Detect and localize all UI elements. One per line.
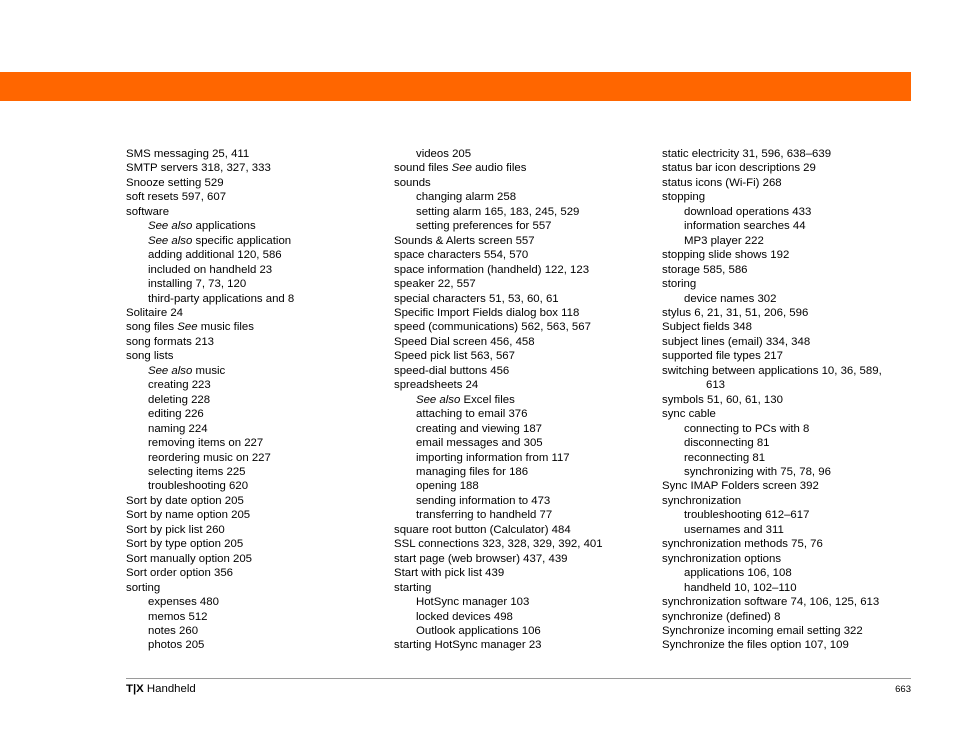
index-entry: naming 224 — [148, 422, 208, 435]
index-entry: HotSync manager 103 — [416, 596, 530, 609]
index-entry: sync cable — [662, 408, 716, 421]
index-entry: MP3 player 222 — [684, 234, 764, 247]
index-entry: applications 106, 108 — [684, 567, 792, 580]
entry-target: applications — [195, 220, 256, 233]
entry-see-also: See also — [148, 364, 193, 377]
index-entry: download operations 433 — [684, 205, 812, 218]
index-entry — [126, 364, 376, 378]
index-entry: troubleshooting 612–617 — [684, 509, 810, 522]
index-entry: symbols 51, 60, 61, 130 — [662, 393, 783, 406]
index-entry: Sync IMAP Folders screen 392 — [662, 480, 819, 493]
header-banner — [0, 72, 911, 101]
entry-target: music files — [200, 321, 254, 334]
index-entry — [394, 393, 654, 407]
index-entry: SSL connections 323, 328, 329, 392, 401 — [394, 538, 603, 551]
index-entry: opening 188 — [416, 480, 479, 493]
index-entry: spreadsheets 24 — [394, 379, 479, 392]
index-entry: 613 — [706, 379, 726, 392]
entry-target: Excel files — [463, 393, 515, 406]
index-entry: Sort by pick list 260 — [126, 523, 225, 536]
index-entry: transferring to handheld 77 — [416, 509, 553, 522]
index-entry: sounds — [394, 176, 431, 189]
index-entry: creating and viewing 187 — [416, 422, 543, 435]
index-entry: managing files for 186 — [416, 465, 529, 478]
footer-rule — [126, 678, 911, 679]
index-entry: sorting — [126, 581, 161, 594]
index-entry: song formats 213 — [126, 335, 215, 348]
index-entry: reconnecting 81 — [684, 451, 766, 464]
index-entry: space characters 554, 570 — [394, 249, 529, 262]
index-column-2 — [394, 147, 654, 653]
index-entry: status icons (Wi-Fi) 268 — [662, 176, 782, 189]
index-entry: software — [126, 205, 170, 218]
footer-brand: T|X — [126, 683, 144, 695]
index-entry: setting preferences for 557 — [416, 220, 552, 233]
footer-title — [126, 683, 196, 695]
index-entry: Sort order option 356 — [126, 567, 234, 580]
index-entry: memos 512 — [148, 610, 208, 623]
index-entry: speed-dial buttons 456 — [394, 364, 510, 377]
index-entry: synchronization options — [662, 552, 782, 565]
entry-target: specific application — [195, 234, 292, 247]
index-entry — [126, 219, 376, 233]
index-entry: expenses 480 — [148, 596, 219, 609]
index-entry: Synchronize the files option 107, 109 — [662, 639, 849, 652]
index-entry: synchronization methods 75, 76 — [662, 538, 823, 551]
index-entry: photos 205 — [148, 639, 205, 652]
index-entry: status bar icon descriptions 29 — [662, 162, 816, 175]
index-entry: Speed pick list 563, 567 — [394, 350, 515, 363]
index-entry: Sounds & Alerts screen 557 — [394, 234, 535, 247]
index-entry: storing — [662, 278, 697, 291]
index-entry — [126, 320, 376, 334]
index-entry: special characters 51, 53, 60, 61 — [394, 292, 559, 305]
page-number: 663 — [895, 684, 911, 695]
index-entry: setting alarm 165, 183, 245, 529 — [416, 205, 580, 218]
index-entry: connecting to PCs with 8 — [684, 422, 810, 435]
index-entry: synchronize (defined) 8 — [662, 610, 781, 623]
index-entry: third-party applications and 8 — [148, 292, 295, 305]
index-entry: included on handheld 23 — [148, 263, 273, 276]
index-entry — [394, 161, 654, 175]
index-entry: stylus 6, 21, 31, 51, 206, 596 — [662, 306, 809, 319]
entry-target: music — [195, 364, 226, 377]
index-entry: start page (web browser) 437, 439 — [394, 552, 568, 565]
index-entry: Synchronize incoming email setting 322 — [662, 624, 863, 637]
index-entry: Subject fields 348 — [662, 321, 752, 334]
index-entry: changing alarm 258 — [416, 191, 517, 204]
index-entry: editing 226 — [148, 408, 204, 421]
index-entry: speaker 22, 557 — [394, 278, 476, 291]
index-entry: storage 585, 586 — [662, 263, 748, 276]
entry-see-also: See also — [148, 234, 193, 247]
index-entry: selecting items 225 — [148, 465, 246, 478]
entry-see-also: See also — [416, 393, 461, 406]
entry-see-also: See also — [148, 220, 193, 233]
index-entry: starting — [394, 581, 432, 594]
index-entry: videos 205 — [416, 148, 472, 160]
index-entry: attaching to email 376 — [416, 408, 528, 421]
index-entry: space information (handheld) 122, 123 — [394, 263, 590, 276]
index-entry: SMS messaging 25, 411 — [126, 148, 250, 160]
index-entry: Start with pick list 439 — [394, 567, 505, 580]
index-entry: Sort by date option 205 — [126, 494, 244, 507]
index-entry: Snooze setting 529 — [126, 176, 224, 189]
footer-product: Handheld — [146, 683, 196, 695]
index-entry: synchronization — [662, 494, 742, 507]
index-entry: supported file types 217 — [662, 350, 783, 363]
index-entry — [126, 234, 376, 248]
index-entry: importing information from 117 — [416, 451, 570, 464]
index-entry: creating 223 — [148, 379, 211, 392]
index-entry: square root button (Calculator) 484 — [394, 523, 571, 536]
index-entry: Outlook applications 106 — [416, 624, 541, 637]
index-entry: stopping — [662, 191, 706, 204]
index-entry: handheld 10, 102–110 — [684, 581, 797, 594]
index-entry: starting HotSync manager 23 — [394, 639, 542, 652]
index-entry: Sort manually option 205 — [126, 552, 253, 565]
index-column-1 — [126, 147, 376, 653]
index-entry: locked devices 498 — [416, 610, 513, 623]
index-entry: Speed Dial screen 456, 458 — [394, 335, 535, 348]
index-entry: SMTP servers 318, 327, 333 — [126, 162, 271, 175]
index-entry: usernames and 311 — [684, 523, 784, 536]
index-entry: soft resets 597, 607 — [126, 191, 227, 204]
index-entry: disconnecting 81 — [684, 437, 770, 450]
index-entry: speed (communications) 562, 563, 567 — [394, 321, 591, 334]
index-entry: adding additional 120, 586 — [148, 249, 282, 262]
index-entry: Solitaire 24 — [126, 306, 183, 319]
index-entry: sending information to 473 — [416, 494, 551, 507]
index-entry: information searches 44 — [684, 220, 806, 233]
index-entry: email messages and 305 — [416, 437, 543, 450]
index-entry: stopping slide shows 192 — [662, 249, 790, 262]
index-entry: subject lines (email) 334, 348 — [662, 335, 811, 348]
index-entry: notes 260 — [148, 624, 199, 637]
entry-see: See — [451, 162, 472, 175]
entry-term: song files — [126, 321, 175, 334]
entry-see: See — [177, 321, 198, 334]
entry-target: audio files — [475, 162, 527, 175]
entry-term: sound files — [394, 162, 449, 175]
index-entry: installing 7, 73, 120 — [148, 278, 247, 291]
index-entry: synchronization software 74, 106, 125, 613 — [662, 596, 880, 609]
index-entry: reordering music on 227 — [148, 451, 271, 464]
index-column-3 — [662, 147, 920, 653]
index-entry: Sort by name option 205 — [126, 509, 251, 522]
index-entry: device names 302 — [684, 292, 777, 305]
index-entry: Specific Import Fields dialog box 118 — [394, 306, 580, 319]
index-entry: switching between applications 10, 36, 589, — [662, 364, 882, 377]
index-entry: removing items on 227 — [148, 437, 264, 450]
index-entry: troubleshooting 620 — [148, 480, 249, 493]
index-entry: Sort by type option 205 — [126, 538, 244, 551]
index-entry: song lists — [126, 350, 174, 363]
index-entry: static electricity 31, 596, 638–639 — [662, 148, 832, 160]
index-entry: deleting 228 — [148, 393, 211, 406]
index-entry: synchronizing with 75, 78, 96 — [684, 465, 831, 478]
